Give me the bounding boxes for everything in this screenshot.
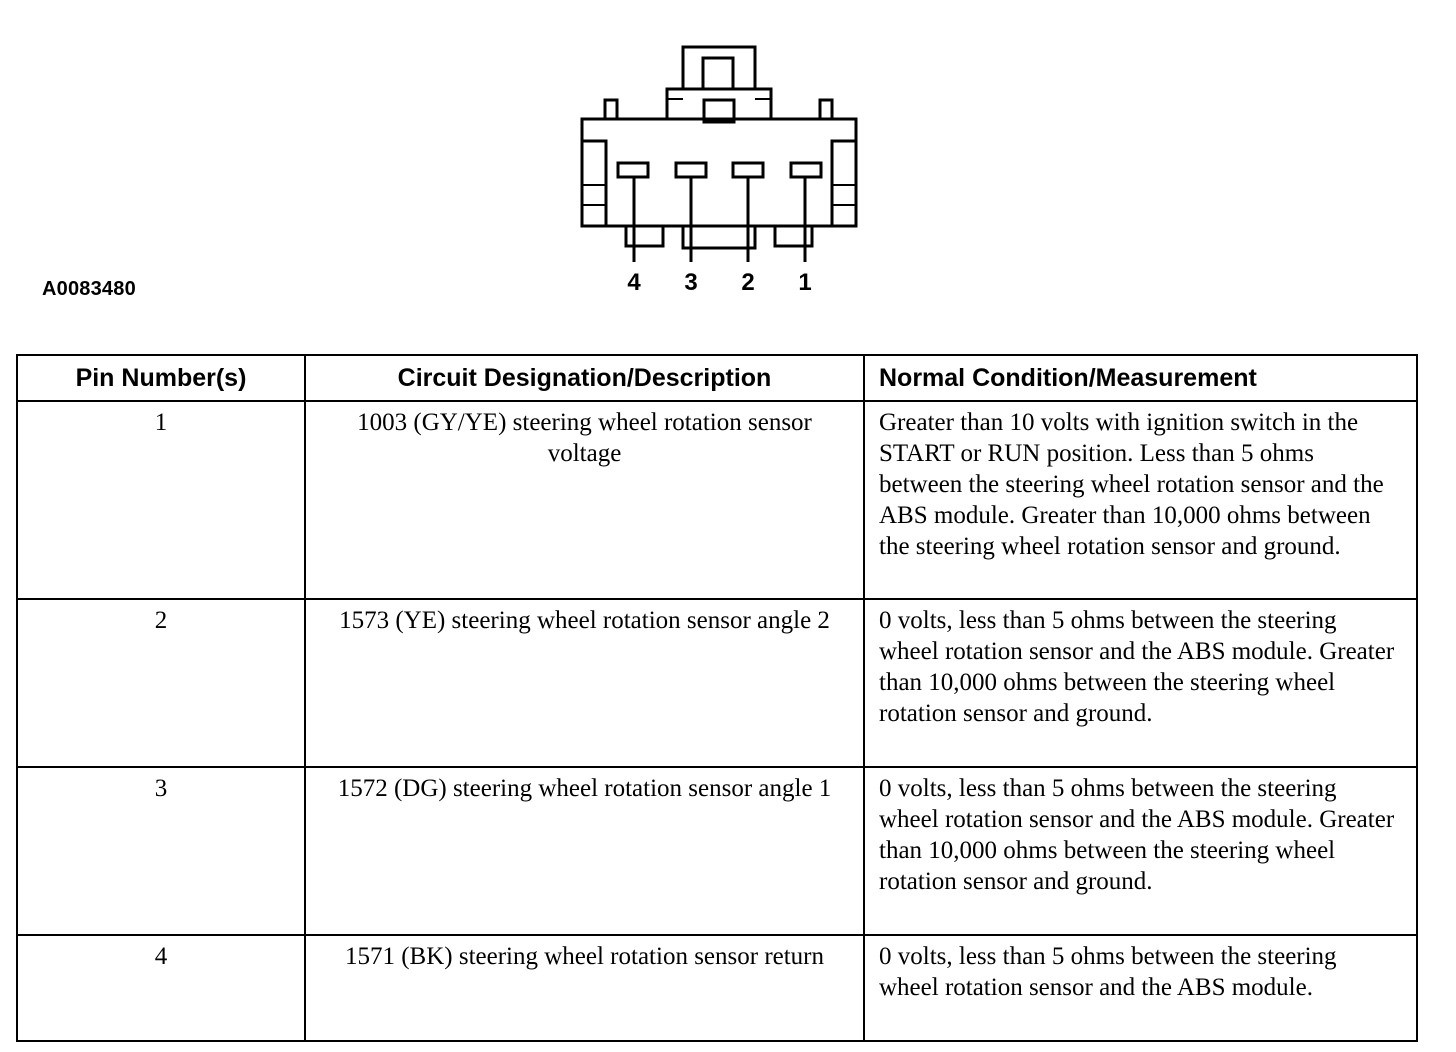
table-header-row: [17, 355, 1417, 401]
bottom-key-center: [683, 226, 755, 248]
pin-label-1: 1: [798, 269, 812, 296]
figure-id: A0083480: [42, 278, 136, 300]
circuit-description-cell: 1571 (BK) steering wheel rotation sensor return: [305, 935, 864, 1041]
pin-number-cell: 4: [17, 935, 305, 1041]
pinout-table: [16, 354, 1418, 1042]
pin-label-3: 3: [684, 269, 698, 296]
table-row: [17, 401, 1417, 599]
normal-condition-cell: 0 volts, less than 5 ohms between the steering wheel rotation sensor and the ABS module. Greater than 10,000 ohms between the steering wheel rotation sensor and ground.: [864, 599, 1417, 767]
bottom-key-left: [626, 226, 663, 246]
circuit-description-cell: 1572 (DG) steering wheel rotation sensor angle 1: [305, 767, 864, 935]
left-post: [605, 100, 617, 119]
right-post: [820, 100, 832, 119]
connector-diagram: [570, 38, 870, 300]
pin-number-cell: 1: [17, 401, 305, 599]
normal-condition-cell: 0 volts, less than 5 ohms between the steering wheel rotation sensor and the ABS module.: [864, 935, 1417, 1041]
pin-label-4: 4: [627, 269, 641, 296]
pin-number-cell: 3: [17, 767, 305, 935]
table-row: [17, 599, 1417, 767]
circuit-description-cell: 1003 (GY/YE) steering wheel rotation sensor voltage: [305, 401, 864, 599]
pin-label-2: 2: [741, 269, 755, 296]
normal-condition-cell: 0 volts, less than 5 ohms between the steering wheel rotation sensor and the ABS module. Greater than 10,000 ohms between the steering wheel rotation sensor and ground.: [864, 767, 1417, 935]
pin-number-cell: 2: [17, 599, 305, 767]
circuit-description-cell: 1573 (YE) steering wheel rotation sensor angle 2: [305, 599, 864, 767]
table-row: [17, 935, 1417, 1041]
table-row: [17, 767, 1417, 935]
connector-housing: [582, 119, 856, 226]
locking-tab: [683, 47, 755, 89]
header-pin-number: Pin Number(s): [17, 355, 305, 401]
header-circuit-description: Circuit Designation/Description: [305, 355, 864, 401]
normal-condition-cell: Greater than 10 volts with ignition switch in the START or RUN position. Less than 5 ohms between the steering wheel rotation sensor and the ABS module. Greater than 10,000 ohms between the steering wheel rotation sensor and ground.: [864, 401, 1417, 599]
header-normal-condition: Normal Condition/Measurement: [864, 355, 1417, 401]
